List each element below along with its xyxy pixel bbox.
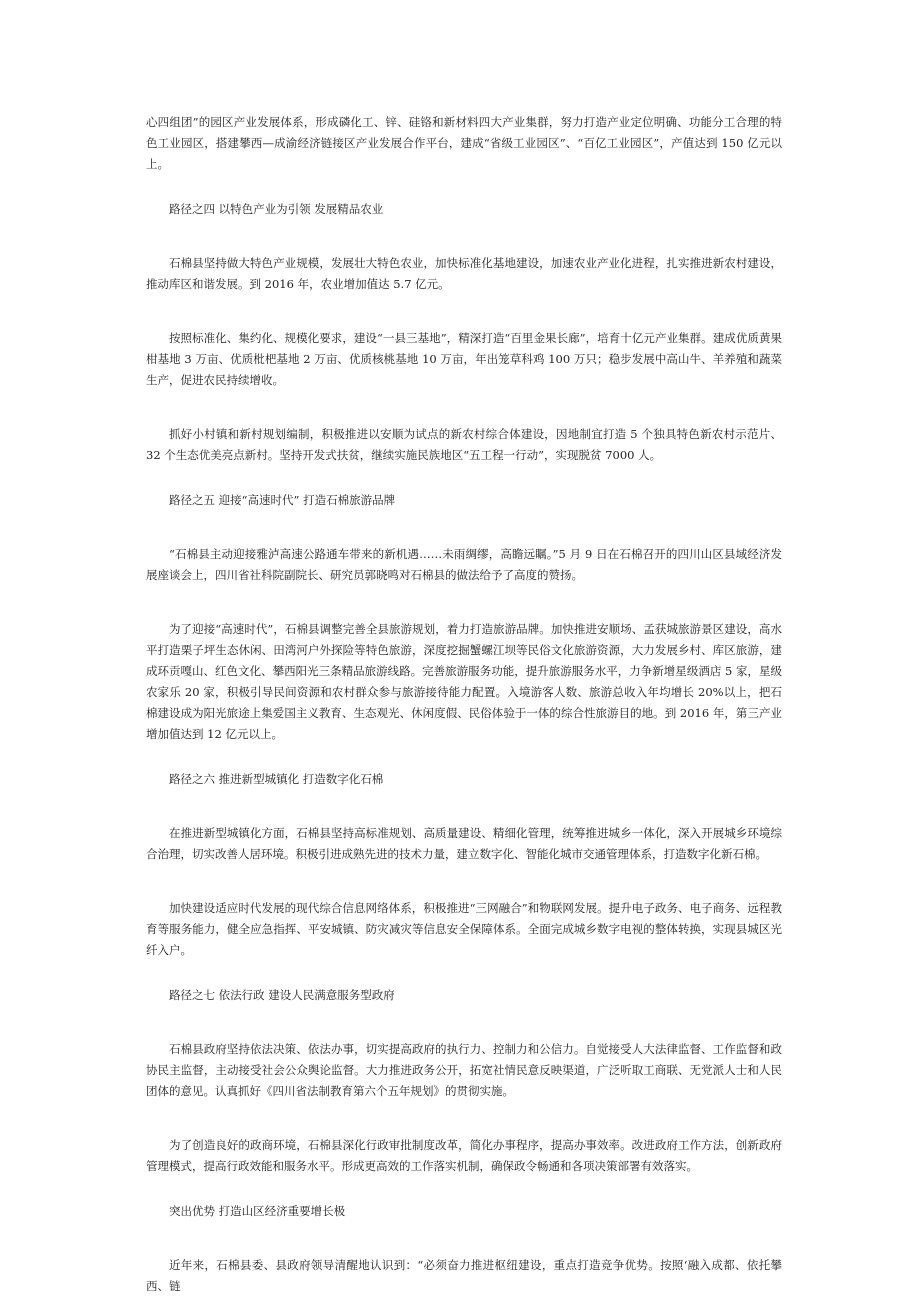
section-heading: 路径之六 推进新型城镇化 打造数字化石棉 (169, 772, 384, 786)
body-paragraph: 石棉县坚持做大特色产业规模，发展壮大特色农业，加快标准化基地建设，加速农业产业化进程，扎实推进新农村建设，推动库区和谐发展。到 2016 年，农业增加值达 5.7 亿元。 (146, 256, 782, 291)
body-paragraph: 石棉县政府坚持依法决策、依法办事，切实提高政府的执行力、控制力和公信力。自觉接受人大法律监督、工作监督和政协民主监督，主动接受社会公众舆论监督。大力推进政务公开，拓宽社情民意反映渠道，广泛听取工商联、无党派人士和人民团体的意见。认真抓好《四川省法制教育第六个五年规划》的贯彻实施。 (146, 1042, 782, 1098)
body-paragraph: 抓好小村镇和新村规划编制，积极推进以安顺为试点的新农村综合体建设，因地制宜打造 5 个独具特色新农村示范片、32 个生态优美亮点新村。坚持开发式扶贫，继续实施民族地区“五工程一行动”，实现脱贫 7000 人。 (146, 427, 782, 462)
body-paragraph: 近年来，石棉县委、县政府领导清醒地认识到：“必须奋力推进枢纽建设，重点打造竞争优势。按照‘融入成都、依托攀西、链 (146, 1258, 782, 1293)
body-paragraph: 按照标准化、集约化、规模化要求，建设“一县三基地”，精深打造“百里金果长廊”，培育十亿元产业集群。建成优质黄果柑基地 3 万亩、优质枇杷基地 2 万亩、优质核桃基地 10 万亩，年出笼草科鸡 100 万只；稳步发展中高山牛、羊养殖和蔬菜生产，促进农民持续增收。 (146, 331, 782, 387)
section-heading: 路径之四 以特色产业为引领 发展精品农业 (169, 202, 384, 216)
document-page (146, 112, 782, 1297)
section-heading: 路径之七 依法行政 建设人民满意服务型政府 (169, 988, 395, 1002)
body-paragraph: “石棉县主动迎接雅泸高速公路通车带来的新机遇……未雨绸缪，高瞻远瞩。”5 月 9 日在石棉召开的四川山区县域经济发展座谈会上，四川省社科院副院长、研究员郭晓鸣对石棉县的做法给予了高度的赞扬。 (146, 547, 782, 582)
section-heading: 路径之五 迎接“高速时代” 打造石棉旅游品牌 (169, 493, 396, 507)
body-paragraph: 心四组团”的园区产业发展体系，形成磷化工、锌、硅铬和新材料四大产业集群，努力打造产业定位明确、功能分工合理的特色工业园区，搭建攀西—成渝经济链接区产业发展合作平台，建成“省级工业园区”、“百亿工业园区”，产值达到 150 亿元以上。 (146, 115, 782, 171)
body-paragraph: 为了迎接“高速时代”，石棉县调整完善全县旅游规划，着力打造旅游品牌。加快推进安顺场、孟获城旅游景区建设，高水平打造栗子坪生态休闲、田湾河户外探险等特色旅游，深度挖掘蟹螺江坝等民俗文化旅游资源，大力发展乡村、库区旅游，建成环贡嘎山、红色文化、攀西阳光三条精品旅游线路。完善旅游服务功能，提升旅游服务水平，力争新增星级酒店 5 家，星级农家乐 20 家，积极引导民间资源和农村群众参与旅游接待能力配置。入境游客人数、旅游总收入年均增长 20%以上，把石棉建设成为阳光旅途上集爱国主义教育、生态观光、休闲度假、民俗体验于一体的综合性旅游目的地。到 2016 年，第三产业增加值达到 12 亿元以上。 (146, 622, 782, 741)
body-paragraph: 为了创造良好的政商环境，石棉县深化行政审批制度改革，简化办事程序，提高办事效率。改进政府工作方法，创新政府管理模式，提高行政效能和服务水平。形成更高效的工作落实机制，确保政令畅通和各项决策部署有效落实。 (146, 1138, 782, 1173)
body-paragraph: 加快建设适应时代发展的现代综合信息网络体系，积极推进“三网融合”和物联网发展。提升电子政务、电子商务、远程教育等服务能力，健全应急指挥、平安城镇、防灾减灾等信息安全保障体系。全面完成城乡数字电视的整体转换，实现县城区光纤入户。 (146, 901, 782, 957)
section-heading: 突出优势 打造山区经济重要增长极 (169, 1204, 346, 1218)
body-paragraph: 在推进新型城镇化方面，石棉县坚持高标准规划、高质量建设、精细化管理，统筹推进城乡一体化，深入开展城乡环境综合治理，切实改善人居环境。积极引进成熟先进的技术力量，建立数字化、智能化城市交通管理体系，打造数字化新石棉。 (146, 826, 782, 861)
